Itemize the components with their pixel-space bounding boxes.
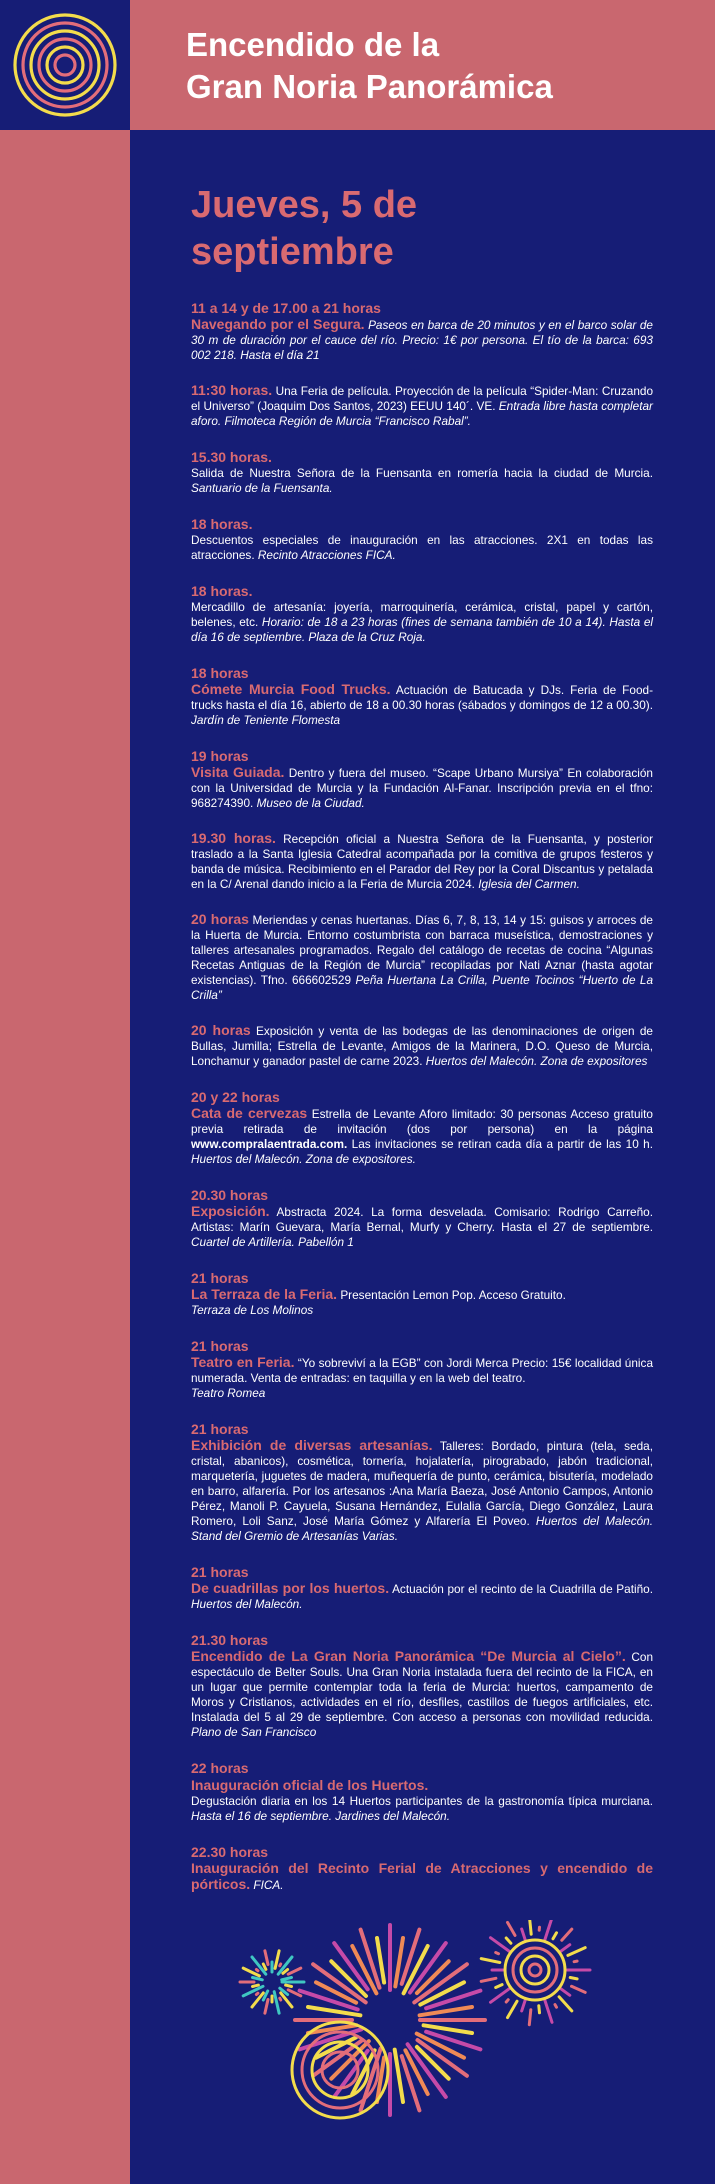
firework-ray <box>496 1985 502 1988</box>
fireworks-icon <box>230 1920 650 2170</box>
firework-ray <box>496 1953 499 1954</box>
event-item <box>191 1187 653 1250</box>
event-place: Entrada libre hasta completar aforo. Filmoteca Región de Murcia “Francisco Rabal”. <box>191 399 653 428</box>
event-text: Degustación diaria en los 14 Huertos participantes de la gastronomía típica murciana. <box>191 1794 653 1808</box>
firework-ray <box>274 1992 279 2014</box>
event-place: Museo de la Ciudad. <box>256 796 365 810</box>
event-body <box>191 1794 653 1824</box>
event-place: Hasta el 16 de septiembre. Jardines del Malecón. <box>191 1809 451 1823</box>
event-text: Abstracta 2024. La forma desvelada. Comisario: Rodrigo Carreño. Artistas: Marín Guevara, María Bernal, Murfy y Cherry. Hasta el 27 de septiembre. <box>191 1205 653 1234</box>
event-place: Huertos del Malecón. Stand del Gremio de Artesanías Varias. <box>191 1514 653 1543</box>
event-body <box>191 1287 653 1318</box>
event-time: 18 horas <box>191 665 249 681</box>
event-title: Encendido de La Gran Noria Panorámica “De Murcia al Cielo”. <box>191 1648 626 1664</box>
event-body <box>191 383 653 429</box>
event-item <box>191 300 653 363</box>
event-text: Actuación por el recinto de la Cuadrilla de Patiño. <box>392 1582 653 1596</box>
event-text-2: Las invitaciones se retiran cada día a partir de las 10 h. <box>351 1137 653 1151</box>
event-place: Peña Huertana La Crilla, Puente Tocinos “Huerto de La Crilla” <box>191 973 654 1002</box>
event-item <box>191 1844 653 1893</box>
event-text: Talleres: Bordado, pintura (tela, seda, cristal, abanicos), cosmética, tornería, hojalatería, pirograbado, jabón tradicional, marquetería, juguetes de madera, muñequería de punto, cerámica, bisutería, modelado en barro, alfarería. Por los artesanos :Ana María Baeza, José Antonio Campos, Antonio Pérez, Manoli P. Cayuela, Susana Hernández, Eulalia García, Diego González, Laura Romero, Loli Sanz, José María Gómez y Alfarería El Poveo. <box>191 1439 653 1528</box>
event-body <box>191 1438 653 1544</box>
event-text: Una Feria de película. Proyección de la película “Spider-Man: Cruzando el Universo” (Joaquim Dos Santos, 2023) EEUU 140´. VE. <box>191 384 654 413</box>
event-place: Cuartel de Artillería. Pabellón 1 <box>191 1235 354 1249</box>
firework-ray <box>481 1959 500 1963</box>
firework-ray <box>256 1993 258 1994</box>
event-time: 21 horas <box>191 1421 249 1437</box>
event-item <box>191 1270 653 1318</box>
event-body <box>191 1106 653 1167</box>
page-title <box>186 24 706 108</box>
event-title: Inauguración del Recinto Ferial de Atracciones y encendido de pórticos. <box>191 1860 653 1892</box>
event-title: La Terraza de la Feria. <box>191 1286 338 1302</box>
event-item <box>191 383 653 429</box>
event-place: Teatro Romea <box>191 1386 266 1400</box>
event-body <box>191 317 653 363</box>
firework-ray <box>253 1978 263 1980</box>
event-title: Exhibición de diversas artesanías. <box>191 1437 433 1453</box>
event-item <box>191 1760 653 1824</box>
event-text: Mercadillo de artesanía: joyería, marroquinería, cerámica, cristal, papel y cartón, belenes, etc. <box>191 600 653 629</box>
event-time: 19 horas <box>191 748 249 764</box>
event-text: Dentro y fuera del museo. “Scape Urbano Mursiya” En colaboración con la Universidad de Murcia y la Fundación Al-Fanar. Inscripción previa en el tfno: 968274390. <box>191 766 653 810</box>
event-text: Con espectáculo de Belter Souls. Una Gran Noria instalada fuera del recinto de la FICA, en un lugar que permite contemplar toda la feria de Murcia: huertos, campamento de Moros y Cristianos, actividades en el río, desfiles, castillos de fuegos artificiales, etc. Instalada del 5 al 29 de septiembre. Con acceso a personas con movilidad reducida. <box>191 1650 654 1724</box>
event-place: Huertos del Malecón. Zona de expositores <box>425 1054 648 1068</box>
event-place: Paseos en barca de 20 minutos y en el barco solar de 30 m de duración por el cauce del río. Precio: 1€ por persona. El tío de la barca: 693 002 218. Hasta el día 21 <box>191 318 653 362</box>
firework-ray <box>574 1961 577 1962</box>
event-time: 22 horas <box>191 1760 249 1776</box>
event-body <box>191 1355 653 1401</box>
event-time: 19.30 horas. <box>191 830 276 846</box>
firework-ray <box>283 1970 288 1974</box>
firework-ray <box>561 1989 570 1996</box>
firework-ray <box>280 1964 281 1966</box>
event-title: Navegando por el Segura. <box>191 316 365 332</box>
event-body <box>191 912 653 1003</box>
event-place: FICA. <box>253 1878 284 1892</box>
date-line-2: septiembre <box>191 231 394 273</box>
firework-ray <box>508 2001 518 2017</box>
firework-ray <box>481 1978 496 1981</box>
event-text: Estrella de Levante Aforo limitado: 30 personas Acceso gratuito previa retirada de invitación (dos por persona) en la página <box>191 1107 653 1136</box>
event-item <box>191 748 653 811</box>
firework-ray <box>522 1929 525 1940</box>
event-time: 21 horas <box>191 1564 249 1580</box>
event-time: 18 horas. <box>191 516 253 532</box>
event-body <box>191 1204 653 1250</box>
event-time: 18 horas. <box>191 583 253 599</box>
title-line-2: Gran Noria Panorámica <box>186 68 553 105</box>
event-body <box>191 831 653 892</box>
event-body <box>191 765 653 811</box>
firework-ray <box>522 2000 525 2011</box>
event-text: Meriendas y cenas huertanas. Días 6, 7, 8, 13, 14 y 15: guisos y arroces de la Huerta de Murcia. Entorno costumbrista con barraca museística, demostraciones y talleres artesanales programados. Regalo del catálogo de recetas de cocina “Algunas Recetas Antiguas de la Región de Murcia” recopiladas por Nati Aznar (hasta agotar existencias). Tfno. 666602529 <box>191 913 653 987</box>
event-time: 21.30 horas <box>191 1632 269 1648</box>
title-line-1: Encendido de la <box>186 26 440 63</box>
firework-ray <box>555 2005 557 2008</box>
firework-ray <box>280 1998 281 2000</box>
event-place: Recinto Atracciones FICA. <box>257 548 396 562</box>
event-body <box>191 466 653 496</box>
event-item <box>191 1564 653 1612</box>
event-item <box>191 583 653 645</box>
event-item <box>191 516 653 563</box>
event-text: “Yo sobreviví a la EGB” con Jordi Merca Precio: 15€ localidad única numerada. Venta de entradas: en taquilla y en la web del teatro. <box>191 1356 654 1385</box>
logo-corner <box>0 0 130 130</box>
event-title: Visita Guiada. <box>191 764 285 780</box>
event-time: 11:30 horas. <box>191 382 273 398</box>
firework-ray <box>286 1985 292 1986</box>
firework-ray <box>561 1945 570 1952</box>
firework-ray <box>572 1986 586 1992</box>
event-item <box>191 1023 653 1069</box>
event-time: 20 y 22 horas <box>191 1089 280 1105</box>
firework-ray <box>539 2006 540 2013</box>
firework-ray <box>263 1964 266 1969</box>
firework-ray <box>508 1922 516 1935</box>
event-body <box>191 1581 653 1612</box>
event-item <box>191 449 653 496</box>
event-title: De cuadrillas por los huertos. <box>191 1580 390 1596</box>
event-item <box>191 1338 653 1401</box>
event-text: Exposición y venta de las bodegas de las denominaciones de origen de Bullas, Jumilla; Estrella de Levante, Amigos de la Marinera, D.O. Queso de Murcia, Lonchamur y ganador pastel de carne 2023. <box>191 1024 653 1068</box>
event-title: Cata de cervezas <box>191 1105 308 1121</box>
event-item <box>191 665 653 728</box>
event-title: Inauguración oficial de los Huertos. <box>191 1777 429 1793</box>
event-place: Plano de San Francisco <box>191 1725 317 1739</box>
event-item <box>191 912 653 1003</box>
event-place: Horario: de 18 a 23 horas (fines de semana también de 10 a 14). Hasta el día 16 de septiembre. Plaza de la Cruz Roja. <box>191 615 654 644</box>
event-title: Exposición. <box>191 1203 270 1219</box>
firework-ray <box>570 1978 577 1979</box>
event-text: Salida de Nuestra Señora de la Fuensanta en romería hacia la ciudad de Murcia. <box>191 466 653 480</box>
firework-ray <box>553 1933 557 1939</box>
event-body <box>191 1023 653 1069</box>
event-item <box>191 1421 653 1544</box>
firework-ray <box>545 1920 552 1940</box>
firework-ray <box>506 2000 508 2002</box>
event-item <box>191 1089 653 1167</box>
event-text: Actuación de Batucada y DJs. Feria de Food-trucks hasta el día 16, abierto de 18 a 00.30 horas (sábados y domingos de 12 a 00.30). <box>191 683 653 712</box>
event-list <box>191 300 653 1913</box>
event-time: 21 horas <box>191 1338 249 1354</box>
event-text: Presentación Lemon Pop. Acceso Gratuito. <box>340 1288 566 1302</box>
date-line-1: Jueves, 5 de <box>191 184 418 226</box>
event-text: Recepción oficial a Nuestra Señora de la Fuensanta, y posterior traslado a la Santa Iglesia Catedral acompañada por la comitiva de grupos festeros y banda de música. Recibimiento en el Parador del Rey por la Coral Discantus y petalada en la C/ Arenal dando inicio a la Feria de Murcia 2024. <box>191 832 654 891</box>
event-item <box>191 831 653 892</box>
event-time: 20 horas <box>191 1022 251 1038</box>
firework-ray <box>265 1951 268 1965</box>
event-place: Santuario de la Fuensanta. <box>191 481 333 495</box>
event-text: Descuentos especiales de inauguración en las atracciones. 2X1 en todas las atracciones. <box>191 533 653 562</box>
firework-ray <box>568 1948 585 1956</box>
event-time: 20 horas <box>191 911 249 927</box>
firework-ray <box>562 1929 572 1940</box>
event-place: Huertos del Malecón. <box>191 1597 303 1611</box>
event-time: 11 a 14 y de 17.00 a 21 horas <box>191 300 381 316</box>
event-body <box>191 1861 653 1893</box>
event-body <box>191 533 653 563</box>
event-time: 22.30 horas <box>191 1844 269 1860</box>
event-place: Terraza de Los Molinos <box>191 1303 314 1317</box>
firework-ray <box>377 1938 384 1983</box>
firework-ray <box>282 1978 292 1980</box>
event-time: 20.30 horas <box>191 1187 269 1203</box>
event-place: Iglesia del Carmen. <box>478 877 580 891</box>
date-heading <box>191 182 691 276</box>
event-title: Teatro en Feria. <box>191 1354 295 1370</box>
event-body <box>191 600 653 645</box>
firework-ray <box>288 1968 301 1974</box>
firework-ray <box>506 1938 511 1943</box>
firework-ray <box>253 1985 259 1986</box>
event-time: 21 horas <box>191 1270 249 1286</box>
event-body <box>191 1649 653 1740</box>
side-band <box>0 0 130 2184</box>
event-place: Huertos del Malecón. Zona de expositores. <box>191 1152 416 1166</box>
event-body <box>191 682 653 728</box>
event-title: Cómete Murcia Food Trucks. <box>191 681 391 697</box>
firework-ray <box>545 2000 552 2022</box>
event-link[interactable]: www.compralaentrada.com. <box>191 1137 348 1151</box>
firework-ray <box>529 2010 531 2025</box>
firework-ray <box>559 1997 572 2011</box>
firework-ray <box>529 1920 531 1934</box>
event-item <box>191 1632 653 1740</box>
firework-ray <box>265 2000 268 2014</box>
event-place: Jardín de Teniente Flomesta <box>191 713 341 727</box>
event-time: 15.30 horas. <box>191 449 272 465</box>
firework-ray <box>256 1970 258 1971</box>
concentric-circles-icon <box>12 12 118 118</box>
